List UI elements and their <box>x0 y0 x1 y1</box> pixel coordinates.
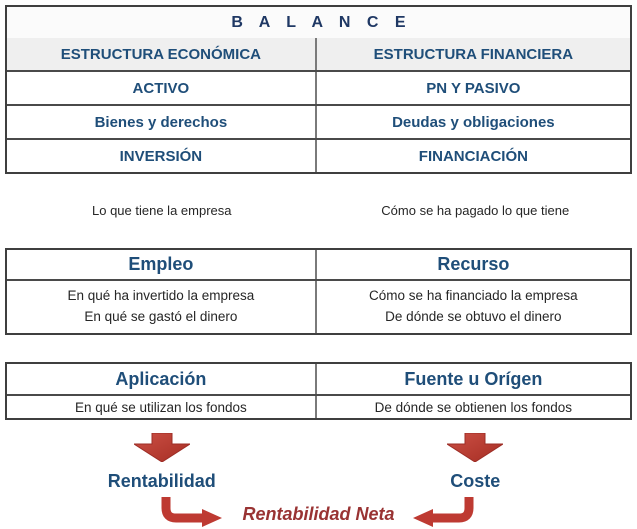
elbow-down-right-arrow-icon <box>152 497 230 527</box>
balance-table <box>5 5 632 174</box>
table-header-row <box>7 250 630 279</box>
deudas-cell: Deudas y obligaciones <box>315 106 630 138</box>
empleo-line-2: En qué se gastó el dinero <box>84 309 238 324</box>
outcomes-row <box>5 471 632 492</box>
table-header-row <box>7 364 630 394</box>
table-row <box>7 104 630 138</box>
right-arrow-cell <box>319 433 633 462</box>
activo-cell: ACTIVO <box>132 79 190 97</box>
note-left: Lo que tiene la empresa <box>92 203 232 218</box>
left-arrow-cell <box>5 433 319 462</box>
notes-row <box>5 203 632 218</box>
note-right: Cómo se ha pagado lo que tiene <box>381 203 570 218</box>
table-body-row <box>7 279 630 333</box>
bienes-cell: Bienes y derechos <box>94 113 228 131</box>
table-body-row <box>7 394 630 418</box>
empleo-header: Empleo <box>128 254 194 274</box>
recurso-description <box>315 281 630 333</box>
net-result-row <box>5 495 632 529</box>
down-arrows-row <box>5 433 632 462</box>
recurso-line-1: Cómo se ha financiado la empresa <box>369 288 578 303</box>
recurso-header: Recurso <box>315 250 630 279</box>
elbow-down-left-arrow-icon <box>405 497 483 527</box>
empleo-description <box>7 281 315 333</box>
inversion-cell: INVERSIÓN <box>119 147 203 165</box>
aplicacion-fuente-table <box>5 362 632 420</box>
structure-header-row <box>7 38 630 70</box>
empleo-recurso-table <box>5 248 632 335</box>
empleo-line-1: En qué ha invertido la empresa <box>67 288 255 303</box>
balance-title: B A L A N C E <box>7 7 630 38</box>
table-row <box>7 138 630 172</box>
fuente-header: Fuente u Orígen <box>315 364 630 394</box>
aplicacion-header: Aplicación <box>115 368 207 389</box>
fuente-description: De dónde se obtienen los fondos <box>315 396 630 418</box>
financiacion-cell: FINANCIACIÓN <box>315 140 630 172</box>
rentabilidad-label: Rentabilidad <box>107 471 216 491</box>
table-row <box>7 70 630 104</box>
aplicacion-description: En qué se utilizan los fondos <box>74 399 247 415</box>
rentabilidad-neta-label: Rentabilidad Neta <box>242 504 395 524</box>
recurso-line-2: De dónde se obtuvo el dinero <box>385 309 562 324</box>
down-arrow-icon <box>447 433 503 462</box>
economic-structure-header: ESTRUCTURA ECONÓMICA <box>60 45 262 63</box>
down-arrow-icon <box>134 433 190 462</box>
coste-label: Coste <box>450 471 501 491</box>
pn-pasivo-cell: PN Y PASIVO <box>315 72 630 104</box>
financial-structure-header: ESTRUCTURA FINANCIERA <box>315 38 630 70</box>
